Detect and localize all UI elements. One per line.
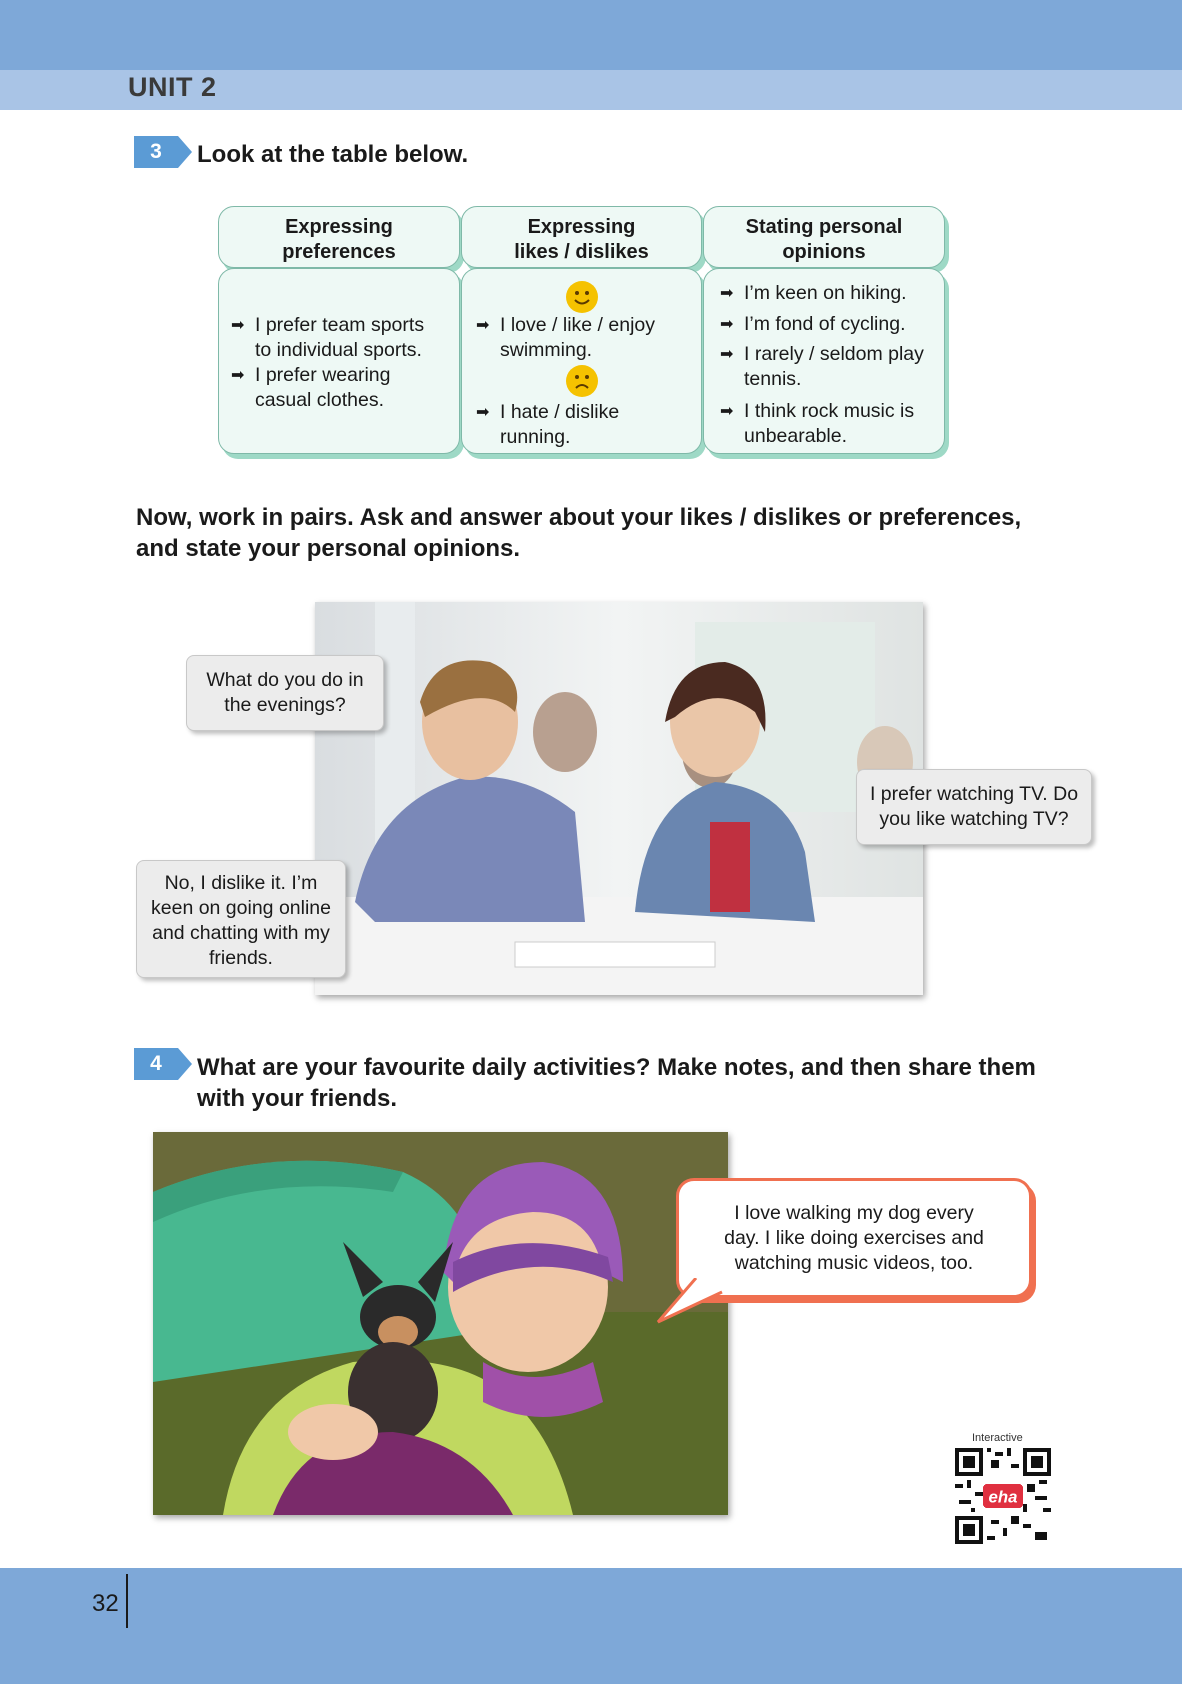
header-line: preferences: [282, 241, 396, 263]
exercise-4-badge: [134, 1048, 178, 1080]
item-line: unbearable.: [744, 425, 848, 447]
item-line: running.: [500, 426, 571, 448]
arrow-icon: ➡: [231, 317, 245, 334]
speech-bubble: [186, 655, 384, 731]
exercise-number: 3: [150, 140, 162, 163]
bubble-line: keen on going online: [151, 897, 331, 919]
header-line: opinions: [782, 241, 866, 263]
speech-bubble: [856, 769, 1092, 845]
item-line: to individual sports.: [255, 339, 422, 361]
bottom-band: [0, 1568, 1182, 1684]
badge-arrow-icon: [178, 136, 192, 168]
column-header-opinions: [703, 206, 945, 268]
badge-arrow-icon: [178, 1048, 192, 1080]
exercise-4-instruction: [197, 1052, 1036, 1114]
page-divider: [126, 1574, 128, 1628]
qr-label: Interactive: [972, 1432, 1023, 1444]
item-line: I hate / dislike: [500, 401, 620, 423]
svg-text:eha: eha: [988, 1487, 1018, 1507]
pair-instruction: [136, 502, 1021, 564]
list-item: [720, 342, 924, 392]
arrow-icon: ➡: [720, 316, 734, 333]
item-line: I’m fond of cycling.: [744, 313, 906, 335]
bubble-line: friends.: [209, 947, 273, 969]
item-line: swimming.: [500, 339, 593, 361]
list-item: [231, 313, 424, 363]
bubble-line: What do you do in: [206, 669, 364, 691]
qr-code-icon[interactable]: [955, 1448, 1051, 1544]
bubble-line: I love walking my dog every: [734, 1202, 974, 1224]
item-line: I prefer team sports: [255, 314, 425, 336]
exercise-3-instruction: Look at the table below.: [197, 141, 469, 168]
list-item: [720, 399, 914, 449]
bubble-line: and chatting with my: [152, 922, 330, 944]
list-item: [720, 312, 905, 337]
list-item: [231, 363, 390, 413]
arrow-icon: ➡: [720, 346, 734, 363]
bubble-line: No, I dislike it. I’m: [164, 872, 318, 894]
bubble-line: day. I like doing exercises and: [724, 1227, 984, 1249]
column-header-preferences: [218, 206, 460, 268]
item-line: I rarely / seldom play: [744, 343, 924, 365]
item-line: casual clothes.: [255, 389, 384, 411]
item-line: I think rock music is: [744, 400, 915, 422]
arrow-icon: ➡: [720, 403, 734, 420]
header-line: likes / dislikes: [514, 241, 649, 263]
column-header-likes: [461, 206, 702, 268]
list-item: [476, 313, 655, 363]
instruction-line: Now, work in pairs. Ask and answer about your likes / dislikes or preferences,: [136, 504, 1022, 531]
arrow-icon: ➡: [231, 367, 245, 384]
page-number: 32: [92, 1590, 119, 1617]
speech-bubble: [676, 1178, 1032, 1298]
instruction-line: and state your personal opinions.: [136, 535, 521, 562]
item-line: tennis.: [744, 368, 802, 390]
exercise-3-badge: [134, 136, 178, 168]
unit-title: UNIT 2: [128, 72, 217, 102]
arrow-icon: ➡: [476, 404, 490, 421]
speech-bubble-tail-icon: [656, 1278, 726, 1328]
exercise-number: 4: [150, 1052, 162, 1075]
list-item: [720, 281, 907, 306]
arrow-icon: ➡: [720, 285, 734, 302]
arrow-icon: ➡: [476, 317, 490, 334]
bubble-line: the evenings?: [224, 694, 346, 716]
header-line: Expressing: [285, 216, 393, 238]
header-line: Stating personal: [745, 216, 903, 238]
item-line: I love / like / enjoy: [500, 314, 655, 336]
item-line: I prefer wearing: [255, 364, 391, 386]
sad-face-icon: [566, 365, 598, 397]
instruction-line: with your friends.: [197, 1085, 398, 1112]
column-body-likes: [461, 268, 702, 454]
header-line: Expressing: [527, 216, 636, 238]
instruction-line: What are your favourite daily activities? Make notes, and then share them: [197, 1054, 1036, 1081]
column-body-opinions: [703, 268, 945, 454]
list-item: [476, 400, 619, 450]
item-line: I’m keen on hiking.: [744, 282, 907, 304]
speech-bubble: [136, 860, 346, 978]
smiley-face-icon: [566, 281, 598, 313]
classroom-photo: [315, 602, 923, 995]
bubble-line: I prefer watching TV. Do: [869, 783, 1079, 805]
column-body-preferences: [218, 268, 460, 454]
girl-with-dog-photo: [153, 1132, 728, 1515]
bubble-line: watching music videos, too.: [734, 1252, 974, 1274]
top-band: [0, 0, 1182, 70]
bubble-line: you like watching TV?: [879, 808, 1069, 830]
